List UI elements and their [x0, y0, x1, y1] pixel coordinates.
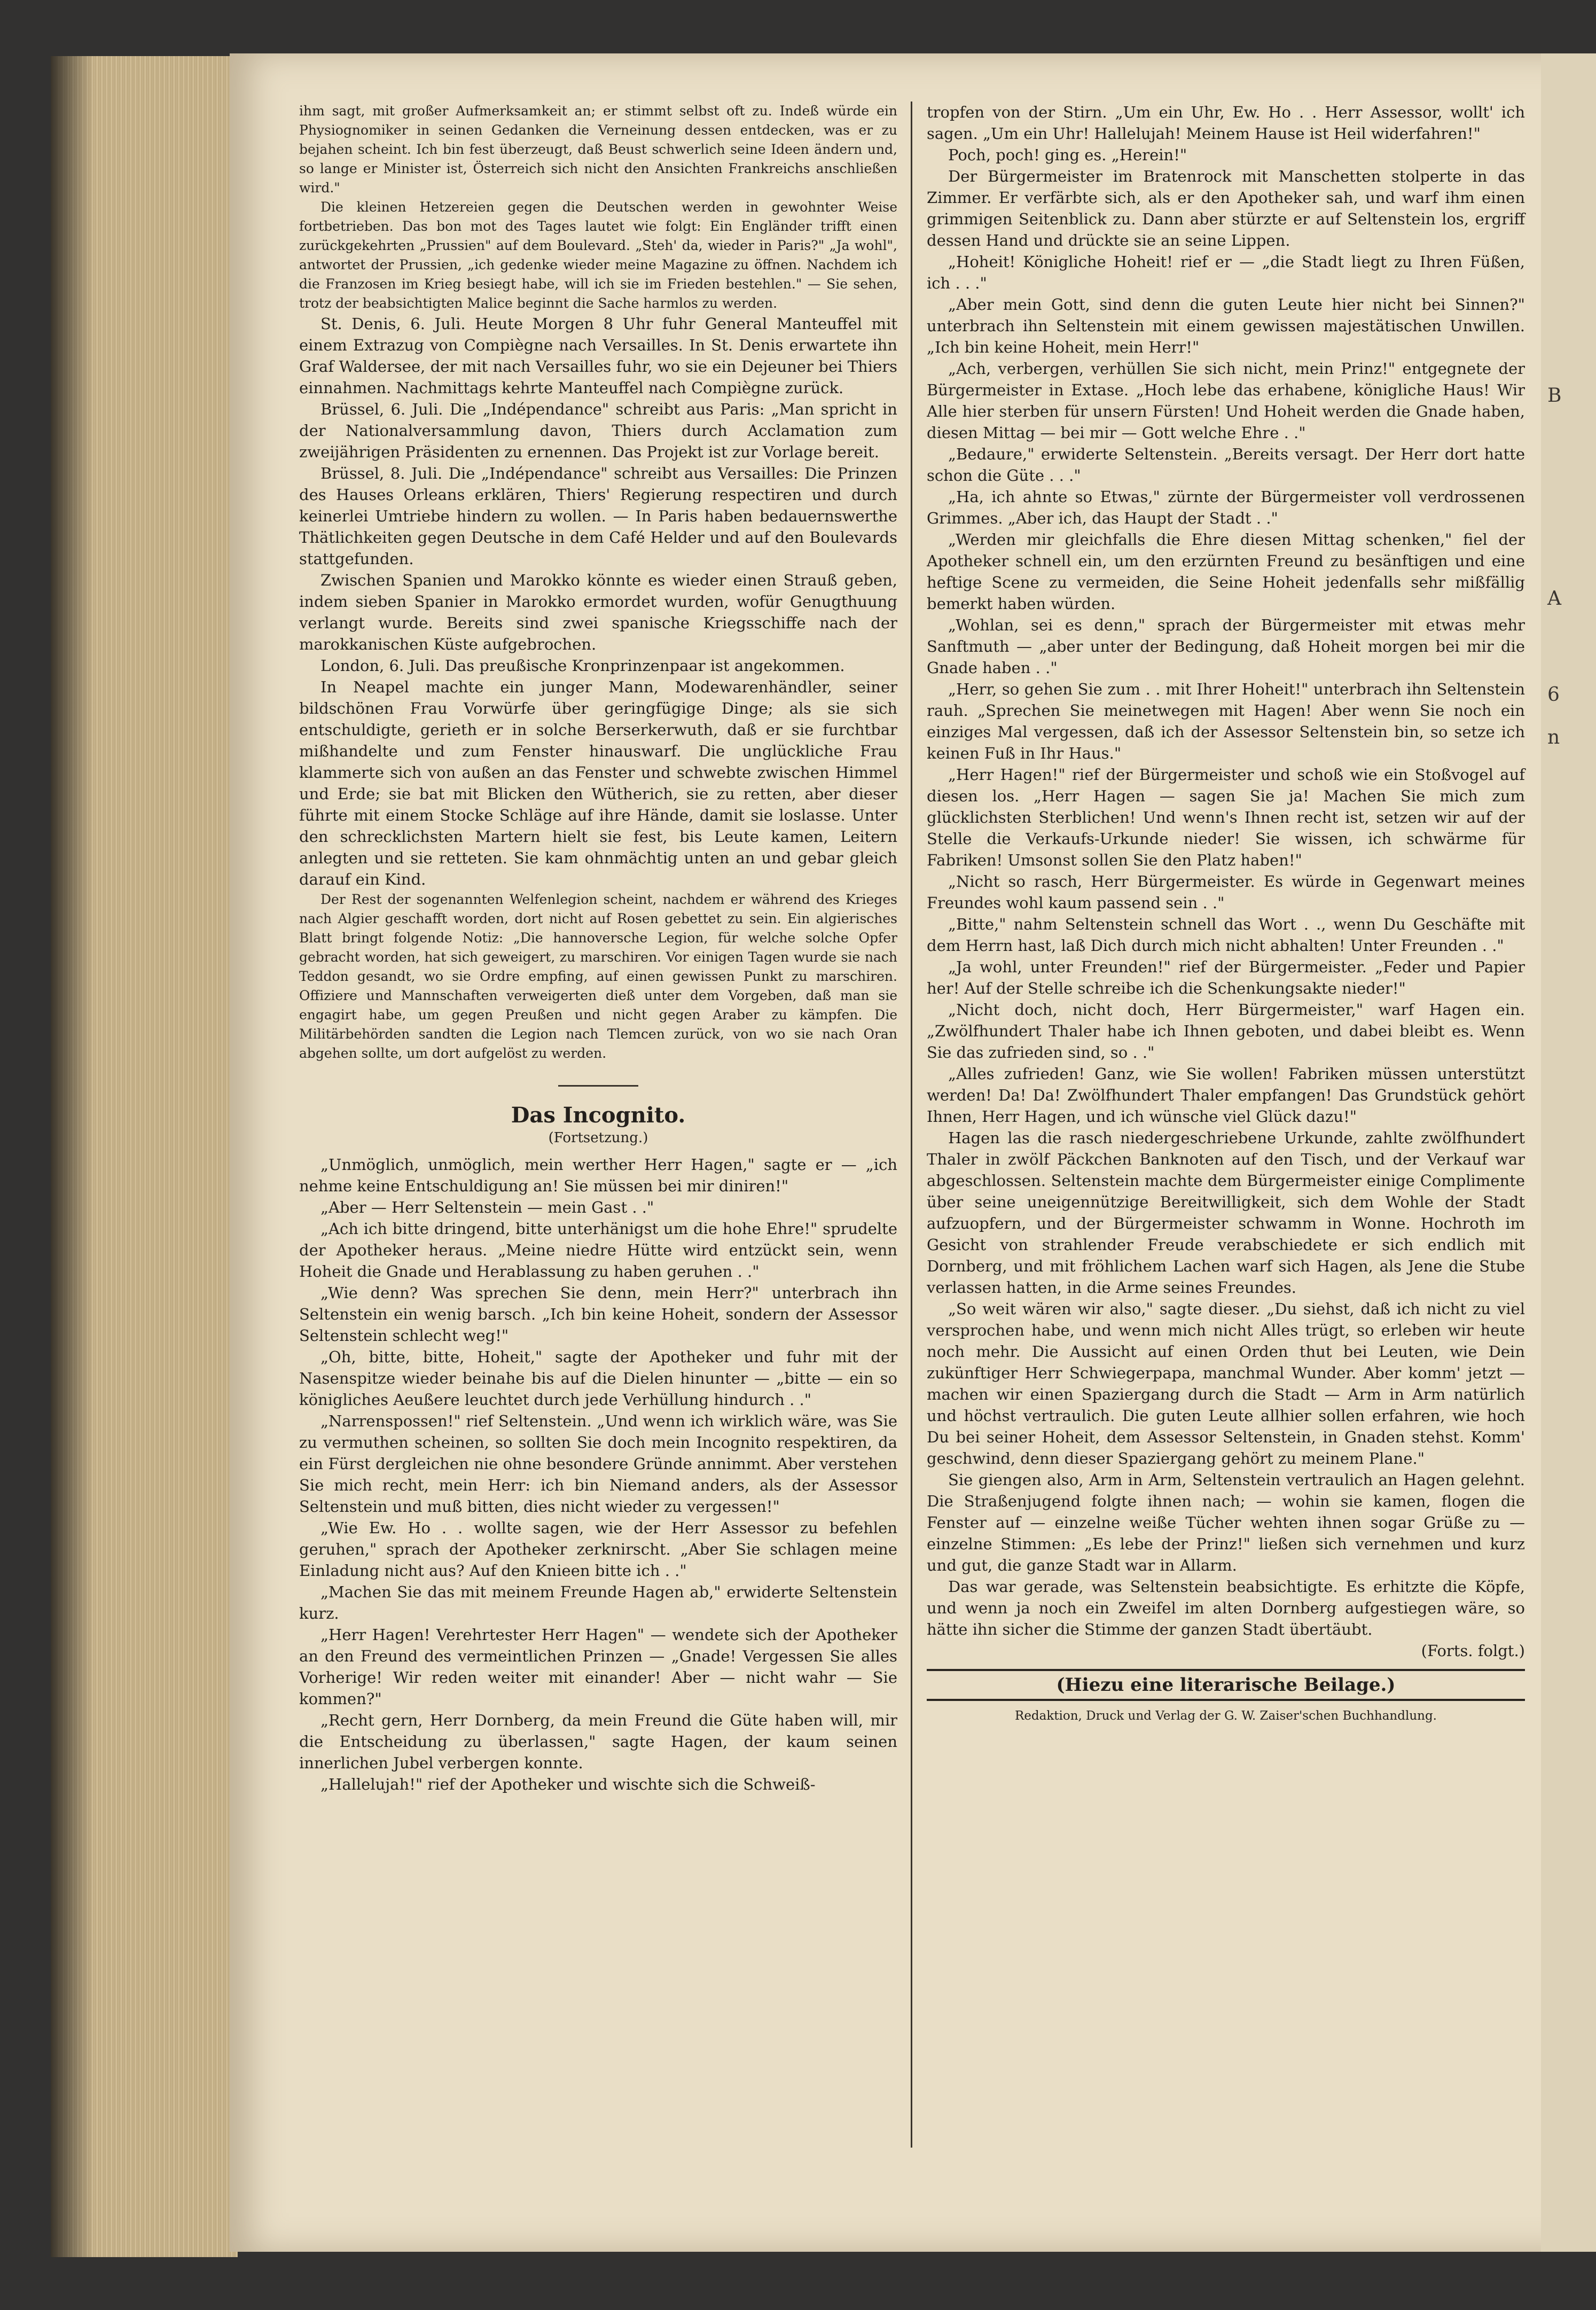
story-title: Das Incognito. — [511, 1103, 686, 1128]
news-paragraph: St. Denis, 6. Juli. Heute Morgen 8 Uhr fuhr General Manteuffel mit einem Extrazug von Compiègne nach Versailles. In St. Denis erwartete ihn Graf Waldersee, der mit nach Versailles fuhr, wo sie ein Dejeuner bei Thiers einnahmen. Nachmittags kehrte Manteuffel nach Compiègne zurück. — [299, 315, 897, 397]
story-paragraph: „Bedaure," erwiderte Seltenstein. „Bereits versagt. Der Herr dort hatte schon die Güte . . ." — [927, 445, 1525, 485]
news-paragraph: Brüssel, 8. Juli. Die „Indépendance" schreibt aus Versailles: Die Prinzen des Hauses Orleans erklären, Thiers' Regierung respectiren und durch keinerlei Umtriebe hindern zu wollen. — In Paris haben bedauernswerthe Thätlichkeiten gegen Deutsche in dem Café Helder und auf den Boulevards stattgefunden. — [299, 464, 897, 568]
news-paragraph: Brüssel, 6. Juli. Die „Indépendance" schreibt aus Paris: „Man spricht in der Nationalversammlung davon, Thiers durch Acclamation zum zweijährigen Präsidenten zu ernennen. Das Projekt ist zur Vorlage bereit. — [299, 400, 897, 461]
story-paragraph: „Werden mir gleichfalls die Ehre diesen Mittag schenken," fiel der Apotheker schnell ein, um den erzürnten Freund zu besänftigen und eine heftige Scene zu vermeiden, die Seine Hoheit jedenfalls sehr mißfällig bemerkt haben würden. — [927, 530, 1525, 613]
column-divider — [911, 102, 912, 2148]
news-paragraph: In Neapel machte ein junger Mann, Modewarenhändler, seiner bildschönen Frau Vorwürfe über geringfügige Dinge; als sie sich entschuldigte, gerieth er in solche Berserkerwuth, daß er sie furchtbar mißhandelte und zum Fenster hinauswarf. Die unglückliche Frau klammerte sich von außen an das Fenster und schwebte zwischen Himmel und Erde; sie bat mit Blicken den Wütherich, sie zu retten, aber dieser führte mit einem Stocke Schläge auf ihre Hände, damit sie loslasse. Unter den schrecklichsten Martern hielt sie fest, bis Leute kamen, Leitern anlegten und sie retteten. Sie kam ohnmächtig unten an und gebar gleich darauf ein Kind. — [299, 678, 897, 888]
story-paragraph: „Hallelujah!" rief der Apotheker und wischte sich die Schweiß- — [320, 1775, 816, 1793]
story-paragraph: „Nicht so rasch, Herr Bürgermeister. Es würde in Gegenwart meines Freundes wohl kaum passend sein . ." — [927, 872, 1525, 912]
continuation-note: (Forts. folgt.) — [1421, 1642, 1525, 1660]
left-column — [299, 102, 897, 1795]
news-paragraph: Zwischen Spanien und Marokko könnte es wieder einen Strauß geben, indem sieben Spanier in Marokko ermordet wurden, wofür Genugthuung verlangt wurde. Bereits sind zwei spanische Kriegsschiffe nach der marokkanischen Küste aufgebrochen. — [299, 571, 897, 653]
story-paragraph: tropfen von der Stirn. „Um ein Uhr, Ew. Ho . . Herr Assessor, wollt' ich sagen. „Um ein Uhr! Hallelujah! Meinem Hause ist Heil widerfahren!" — [927, 103, 1525, 143]
story-paragraph: „Ha, ich ahnte so Etwas," zürnte der Bürgermeister voll verdrossenen Grimmes. „Aber ich, das Haupt der Stadt . ." — [927, 488, 1525, 527]
edge-fragment: B — [1547, 385, 1562, 407]
story-paragraph: „Machen Sie das mit meinem Freunde Hagen ab," erwiderte Seltenstein kurz. — [299, 1583, 897, 1622]
story-paragraph: „Hoheit! Königliche Hoheit! rief er — „die Stadt liegt zu Ihren Füßen, ich . . ." — [927, 253, 1525, 292]
news-paragraph: Der Rest der sogenannten Welfenlegion scheint, nachdem er während des Krieges nach Algier geschafft worden, dort nicht auf Rosen gebettet zu sein. Ein algierisches Blatt bringt folgende Notiz: „Die hannoversche Legion, für welche solche Opfer gebracht worden, hat sich geweigert, zu marschiren. Vor einigen Tagen wurde sie nach Teddon gesandt, wo sie Ordre empfing, auf einen gewissen Punkt zu marschiren. Offiziere und Mannschaften verweigerten dieß unter dem Vorgeben, daß man sie engagirt habe, um gegen Preußen und nicht gegen Araber zu kämpfen. Die Militärbehörden sandten die Legion nach Tlemcen zurück, von wo sie nach Oran abgehen sollte, um dort aufgelöst zu werden. — [299, 892, 897, 1061]
supplement-notice: (Hiezu eine literarische Beilage.) — [927, 1669, 1525, 1701]
story-paragraph: „Herr, so gehen Sie zum . . mit Ihrer Hoheit!" unterbrach ihn Seltenstein rauh. „Sprechen Sie meinetwegen mit Hagen! Aber wenn Sie noch ein einziges Mal vergessen, daß ich der Assessor Seltenstein bin, so setze ich keinen Fuß in Ihr Haus." — [927, 680, 1525, 762]
story-subtitle: (Fortsetzung.) — [548, 1130, 648, 1146]
right-column — [927, 102, 1525, 1727]
story-paragraph: „Herr Hagen! Verehrtester Herr Hagen" — wendete sich der Apotheker an den Freund des vermeintlichen Prinzen — „Gnade! Vergessen Sie alles Vorherige! Wir reden weiter mit einander! Aber — nicht wahr — Sie kommen?" — [299, 1626, 897, 1708]
news-paragraph: Die kleinen Hetzereien gegen die Deutschen werden in gewohnter Weise fortbetrieben. Das bon mot des Tages lautet wie folgt: Ein Engländer trifft einen zurückgekehrten „Prussien" auf dem Boulevard. „Steh' da, wieder in Paris?" „Ja wohl", antwortet der Prussien, „ich gedenke wieder meine Magazine zu öffnen. Nachdem ich die Franzosen im Krieg besiegt habe, will ich sie im Frieden bestehlen." — Sie sehen, trotz der beabsichtigten Malice beginnt die Sache harmlos zu werden. — [299, 199, 897, 311]
story-paragraph: „Oh, bitte, bitte, Hoheit," sagte der Apotheker und fuhr mit der Nasenspitze wieder beinahe bis auf die Dielen hinunter — „bitte — ein so königliches Aeußere leuchtet durch jede Verhüllung hindurch . ." — [299, 1348, 897, 1409]
section-divider — [299, 1074, 897, 1095]
story-paragraph: „Unmöglich, unmöglich, mein werther Herr Hagen," sagte er — „ich nehme keine Entschuldigung an! Sie müssen bei mir diniren!" — [299, 1156, 897, 1195]
story-paragraph: „Ja wohl, unter Freunden!" rief der Bürgermeister. „Feder und Papier her! Auf der Stelle schreibe ich die Schenkungsakte nieder!" — [927, 958, 1525, 997]
story-paragraph: „Bitte," nahm Seltenstein schnell das Wort . ., wenn Du Geschäfte mit dem Herrn hast, laß Dich durch mich nicht abhalten! Unter Freunden . ." — [927, 915, 1525, 955]
edge-fragment: n — [1547, 727, 1560, 748]
story-paragraph: „Nicht doch, nicht doch, Herr Bürgermeister," warf Hagen ein. „Zwölfhundert Thaler habe ich Ihnen geboten, und dabei bleibt es. Wenn Sie das zufrieden sind, so . ." — [927, 1001, 1525, 1062]
edge-fragment: 6 — [1547, 684, 1560, 706]
publisher-imprint: Redaktion, Druck und Verlag der G. W. Zaiser'schen Buchhandlung. — [1015, 1709, 1437, 1723]
story-paragraph: „Ach ich bitte dringend, bitte unterhänigst um die hohe Ehre!" sprudelte der Apotheker heraus. „Meine niedre Hütte wird entzückt sein, wenn Hoheit die Gnade und Herablassung zu haben geruhen . ." — [299, 1220, 897, 1281]
story-paragraph: „Wohlan, sei es denn," sprach der Bürgermeister mit etwas mehr Sanftmuth — „aber unter der Bedingung, daß Hoheit morgen bei mir die Gnade haben . ." — [927, 616, 1525, 677]
story-paragraph: „Wie Ew. Ho . . wollte sagen, wie der Herr Assessor zu befehlen geruhen," sprach der Apotheker zerknirscht. „Aber Sie schlagen meine Einladung nicht aus? Auf den Knieen bitte ich . ." — [299, 1519, 897, 1580]
story-paragraph: „Ach, verbergen, verhüllen Sie sich nicht, mein Prinz!" entgegnete der Bürgermeister in Extase. „Hoch lebe das erhabene, königliche Haus! Wir Alle hier sterben für unsern Fürsten! Und Hoheit werden die Gnade haben, diesen Mittag — bei mir — Gott welche Ehre . ." — [927, 360, 1525, 442]
story-paragraph: „Recht gern, Herr Dornberg, da mein Freund die Güte haben will, mir die Entscheidung zu überlassen," sagte Hagen, der kaum seinen innerlichen Jubel verbergen konnte. — [299, 1711, 897, 1772]
story-paragraph: „Wie denn? Was sprechen Sie denn, mein Herr?" unterbrach ihn Seltenstein ein wenig barsch. „Ich bin keine Hoheit, sondern der Assessor Seltenstein schlecht weg!" — [299, 1284, 897, 1345]
edge-fragment: A — [1547, 588, 1561, 610]
story-paragraph: Der Bürgermeister im Bratenrock mit Manschetten stolperte in das Zimmer. Er verfärbte sich, als er den Apotheker sah, und warf ihm einen grimmigen Seitenblick zu. Dann aber stürzte er auf Seltenstein los, ergriff dessen Hand und drückte sie an seine Lippen. — [927, 167, 1525, 249]
story-paragraph: Poch, poch! ging es. „Herein!" — [948, 146, 1187, 164]
story-paragraph: „Aber mein Gott, sind denn die guten Leute hier nicht bei Sinnen?" unterbrach ihn Seltenstein mit einem gewissen majestätischen Unwillen. „Ich bin keine Hoheit, mein Herr!" — [927, 295, 1525, 356]
story-paragraph: „So weit wären wir also," sagte dieser. „Du siehst, daß ich nicht zu viel versprochen habe, und wenn mich nicht Alles trügt, so erleben wir heute noch mehr. Die Aussicht auf einen Orden thut bei Leuten, wie Dein zukünftiger Herr Schwiegerpapa, manchmal Wunder. Aber komm' jetzt — machen wir einen Spaziergang durch die Stadt — Arm in Arm natürlich und höchst vertraulich. Die guten Leute allhier sollen erfahren, wie hoch Du bei seiner Hoheit, dem Assessor Seltenstein, in Gnaden stehst. Komm' geschwind, denn dieser Spaziergang gehört zu meinem Plane." — [927, 1300, 1525, 1468]
story-paragraph: Hagen las die rasch niedergeschriebene Urkunde, zahlte zwölfhundert Thaler in zwölf Päckchen Banknoten auf den Tisch, und der Verkauf war abgeschlossen. Seltenstein machte dem Bürgermeister einige Complimente über seine uneigennützige Bereitwilligkeit, sich dem Wohle der Stadt aufzuopfern, und der Bürgermeister schwamm in Wonne. Hochroth im Gesicht von strahlender Freude verabschiedete er sich endlich mit Dornberg, und mit fröhlichem Lachen warf sich Hagen, als Jene die Stube verlassen hatten, in die Arme seines Freundes. — [927, 1129, 1525, 1297]
story-paragraph: Das war gerade, was Seltenstein beabsichtigte. Es erhitzte die Köpfe, und wenn ja noch ein Zweifel im alten Dornberg aufgestiegen wäre, so hätte ihn sicher die Stimme der ganzen Stadt übertäubt. — [927, 1578, 1525, 1638]
story-paragraph: „Herr Hagen!" rief der Bürgermeister und schoß wie ein Stoßvogel auf diesen los. „Herr Hagen — sagen Sie ja! Machen Sie mich zum glücklichsten Sterblichen! Und wenn's Ihnen recht ist, setzen wir auf der Stelle die Verkaufs-Urkunde nieder! Sie wissen, ich schwärme für Fabriken! Umsonst sollen Sie den Platz haben!" — [927, 766, 1525, 869]
story-paragraph: „Aber — Herr Seltenstein — mein Gast . ." — [320, 1198, 654, 1216]
binding-shadow — [51, 56, 93, 2257]
next-page-edge — [1541, 53, 1596, 2252]
story-paragraph: „Narrenspossen!" rief Seltenstein. „Und wenn ich wirklich wäre, was Sie zu vermuthen scheinen, so sollten Sie doch mein Incognito respektiren, da ein Fürst dergleichen nie ohne besondere Gründe annimmt. Aber verstehen Sie mich recht, mein Herr: ich bin Niemand anders, als der Assessor Seltenstein und muß bitten, dies nicht wieder zu vergessen!" — [299, 1412, 897, 1516]
news-paragraph: ihm sagt, mit großer Aufmerksamkeit an; er stimmt selbst oft zu. Indeß würde ein Physiognomiker in seinen Gedanken die Verneinung dessen entdecken, was er zu bejahen scheint. Ich bin fest überzeugt, daß Beust schwerlich seine Ideen ändern und, so lange er Minister ist, Österreich sich nicht den Ansichten Frankreichs anschließen wird." — [299, 103, 897, 196]
story-paragraph: Sie giengen also, Arm in Arm, Seltenstein vertraulich an Hagen gelehnt. Die Straßenjugend folgte ihnen nach; — wohin sie kamen, flogen die Fenster auf — einzelne weiße Tücher wehten ihnen sogar Grüße zu — einzelne Stimmen: „Es lebe der Prinz!" ließen sich vernehmen und kurz und gut, die ganze Stadt war in Allarm. — [927, 1471, 1525, 1574]
story-paragraph: „Alles zufrieden! Ganz, wie Sie wollen! Fabriken müssen unterstützt werden! Da! Da! Zwölfhundert Thaler empfangen! Das Grundstück gehört Ihnen, Herr Hagen, und ich wünsche viel Glück dazu!" — [927, 1065, 1525, 1126]
news-paragraph: London, 6. Juli. Das preußische Kronprinzenpaar ist angekommen. — [320, 657, 845, 675]
